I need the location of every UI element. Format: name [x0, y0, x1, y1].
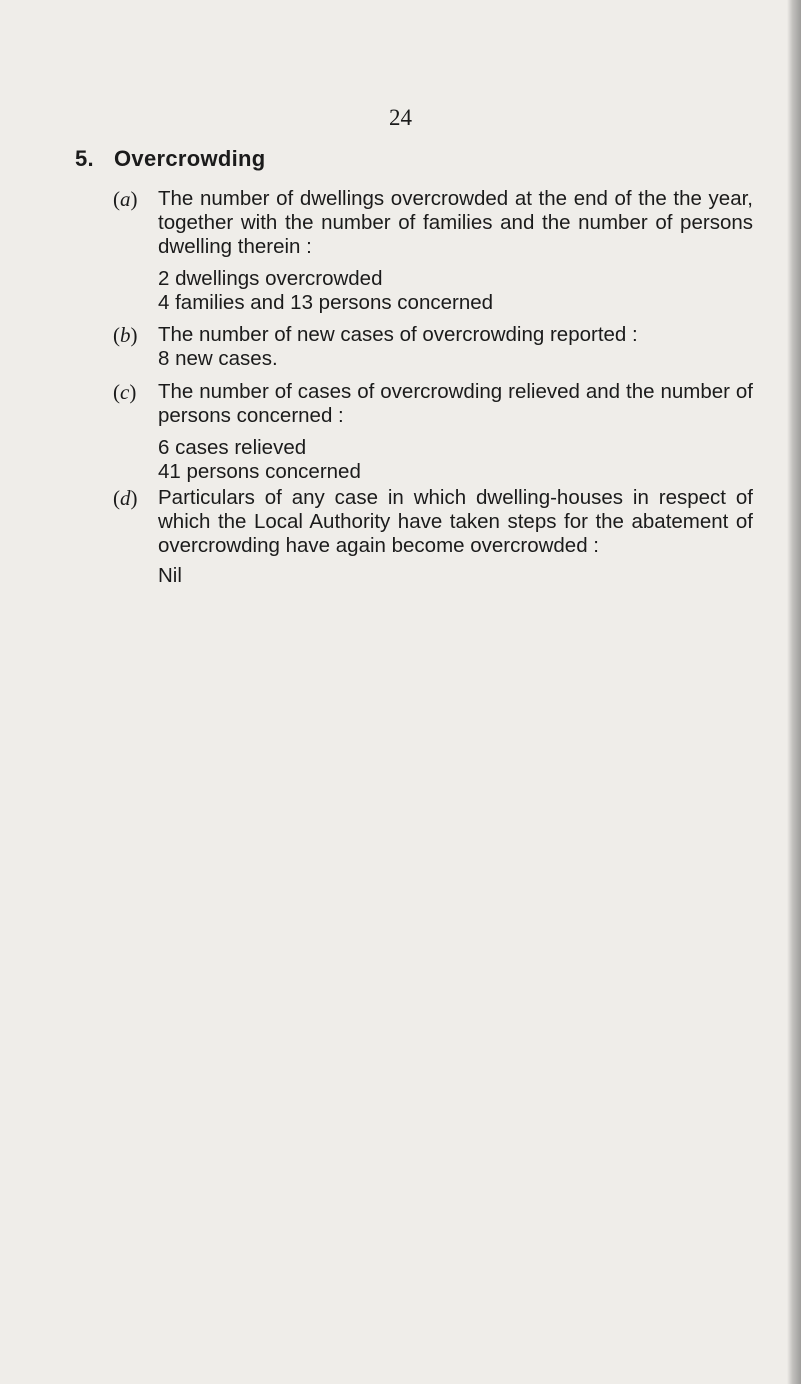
item-answers [158, 347, 753, 371]
page-edge-shadow [787, 0, 801, 1384]
list-item-d [113, 486, 753, 588]
section-number: 5. [75, 146, 94, 171]
answer-line: 6 cases relieved [158, 436, 307, 459]
page-number: 24 [389, 105, 412, 130]
item-label: (d) [113, 486, 138, 510]
answer-line: 2 dwellings overcrowded [158, 267, 383, 290]
answer-line: 8 new cases. [158, 347, 278, 370]
item-answers [158, 267, 753, 315]
answer-line: Nil [158, 564, 182, 587]
list-item-a [113, 187, 753, 315]
answer-line: 4 families and 13 persons concerned [158, 291, 494, 314]
item-text: The number of dwellings overcrowded at the end of the the year, together with the number of families and the number of persons dwelling therein : [158, 187, 753, 258]
answer-line: 41 persons concerned [158, 460, 361, 483]
item-label: (b) [113, 323, 138, 347]
item-text: The number of cases of overcrowding relieved and the number of persons concerned : [158, 380, 753, 427]
item-label: (a) [113, 187, 138, 211]
section-heading [75, 146, 266, 172]
item-text: The number of new cases of overcrowding reported : [158, 323, 638, 346]
item-text: Particulars of any case in which dwelling-houses in respect of which the Local Authority have taken steps for the abatement of overcrowding have again become overcrowded : [158, 486, 753, 557]
item-answers [158, 564, 753, 588]
list-item-b [113, 323, 753, 371]
list-item-c [113, 380, 753, 484]
item-label: (c) [113, 380, 137, 404]
item-answers [158, 436, 753, 484]
section-title: Overcrowding [114, 146, 266, 171]
